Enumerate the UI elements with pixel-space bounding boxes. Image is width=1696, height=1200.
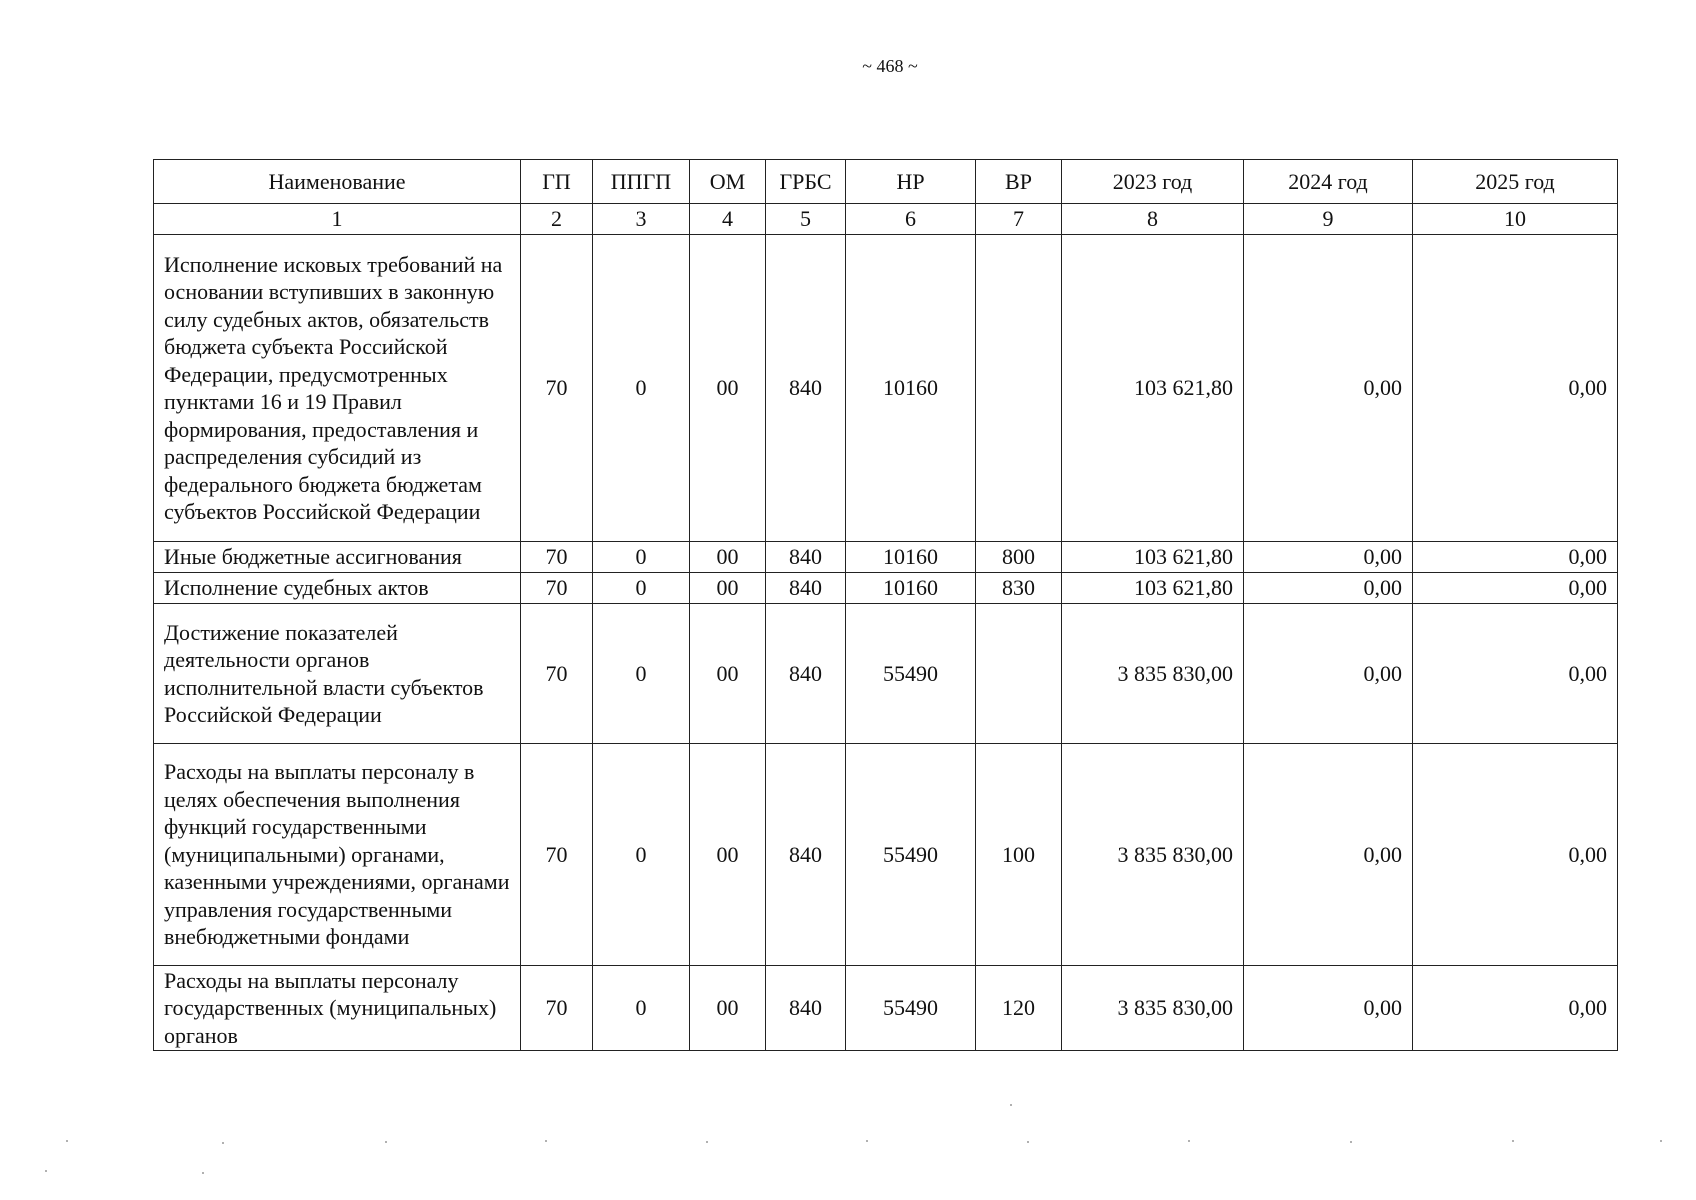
cell-vr [976,604,1062,744]
cell-grbs: 840 [766,604,846,744]
cell-nr: 10160 [846,542,976,573]
cell-ppgp: 0 [593,573,690,604]
column-number: 7 [976,204,1062,235]
scan-speck [1010,1104,1012,1106]
scan-speck [545,1140,547,1142]
column-number: 1 [154,204,521,235]
row-name: Расходы на выплаты персоналу в целях обеспечения выполнения функций государственными (муниципальными) органами, казенными учреждениями, органами управления государственными внебюджетными фондами [154,744,521,966]
cell-2025: 0,00 [1413,573,1618,604]
scan-speck [45,1170,47,1172]
cell-gp: 70 [521,966,593,1051]
row-name: Расходы на выплаты персоналу государственных (муниципальных) органов [154,966,521,1051]
cell-om: 00 [690,573,766,604]
cell-vr [976,235,1062,542]
column-header-vr: ВР [976,160,1062,204]
cell-om: 00 [690,966,766,1051]
scan-speck [202,1172,204,1174]
cell-2024: 0,00 [1244,604,1413,744]
cell-nr: 10160 [846,573,976,604]
cell-ppgp: 0 [593,744,690,966]
cell-om: 00 [690,604,766,744]
column-header-2023: 2023 год [1062,160,1244,204]
scan-speck [1512,1140,1514,1142]
cell-nr: 10160 [846,235,976,542]
column-number: 5 [766,204,846,235]
cell-om: 00 [690,744,766,966]
cell-2025: 0,00 [1413,744,1618,966]
cell-vr: 830 [976,573,1062,604]
scan-speck [866,1140,868,1142]
cell-grbs: 840 [766,744,846,966]
cell-nr: 55490 [846,966,976,1051]
scan-speck [706,1141,708,1143]
cell-ppgp: 0 [593,235,690,542]
cell-grbs: 840 [766,235,846,542]
table-row [154,744,1618,966]
scan-speck [1350,1141,1352,1143]
budget-table [153,159,1618,1051]
cell-nr: 55490 [846,744,976,966]
column-header-om: ОМ [690,160,766,204]
row-name: Иные бюджетные ассигнования [154,542,521,573]
cell-2025: 0,00 [1413,542,1618,573]
header-row [154,160,1618,204]
cell-grbs: 840 [766,966,846,1051]
column-number: 8 [1062,204,1244,235]
cell-2025: 0,00 [1413,966,1618,1051]
cell-2024: 0,00 [1244,966,1413,1051]
cell-ppgp: 0 [593,542,690,573]
cell-2023: 103 621,80 [1062,573,1244,604]
cell-2024: 0,00 [1244,235,1413,542]
cell-2023: 3 835 830,00 [1062,744,1244,966]
scan-speck [222,1142,224,1144]
scan-speck [66,1140,68,1142]
cell-vr: 800 [976,542,1062,573]
table-row [154,573,1618,604]
cell-nr: 55490 [846,604,976,744]
cell-2023: 3 835 830,00 [1062,966,1244,1051]
column-number: 2 [521,204,593,235]
cell-2024: 0,00 [1244,744,1413,966]
row-name: Достижение показателей деятельности органов исполнительной власти субъектов Российской Федерации [154,604,521,744]
cell-gp: 70 [521,542,593,573]
table-row [154,604,1618,744]
cell-gp: 70 [521,744,593,966]
cell-2023: 3 835 830,00 [1062,604,1244,744]
column-header-nr: НР [846,160,976,204]
column-number: 3 [593,204,690,235]
table-row [154,966,1618,1051]
cell-vr: 100 [976,744,1062,966]
cell-gp: 70 [521,573,593,604]
cell-2025: 0,00 [1413,235,1618,542]
column-number-row [154,204,1618,235]
column-header-ppgp: ППГП [593,160,690,204]
row-name: Исполнение исковых требований на основании вступивших в законную силу судебных актов, обязательств бюджета субъекта Российской Федерации, предусмотренных пунктами 16 и 19 Правил формирования, предоставления и распределения субсидий из федерального бюджета бюджетам субъектов Российской Федерации [154,235,521,542]
column-number: 6 [846,204,976,235]
cell-grbs: 840 [766,573,846,604]
column-header-grbs: ГРБС [766,160,846,204]
cell-vr: 120 [976,966,1062,1051]
page-number: ~ 468 ~ [862,56,918,76]
cell-2024: 0,00 [1244,573,1413,604]
cell-2025: 0,00 [1413,604,1618,744]
scan-speck [1027,1141,1029,1143]
cell-2023: 103 621,80 [1062,235,1244,542]
cell-om: 00 [690,542,766,573]
scan-speck [1660,1140,1662,1142]
cell-grbs: 840 [766,542,846,573]
column-header-name: Наименование [154,160,521,204]
column-number: 4 [690,204,766,235]
table-row [154,235,1618,542]
column-header-gp: ГП [521,160,593,204]
scan-speck [1188,1140,1190,1142]
cell-2023: 103 621,80 [1062,542,1244,573]
cell-gp: 70 [521,235,593,542]
cell-2024: 0,00 [1244,542,1413,573]
table-row [154,542,1618,573]
cell-ppgp: 0 [593,604,690,744]
cell-ppgp: 0 [593,966,690,1051]
column-header-2025: 2025 год [1413,160,1618,204]
column-header-2024: 2024 год [1244,160,1413,204]
scan-speck [385,1141,387,1143]
cell-om: 00 [690,235,766,542]
column-number: 9 [1244,204,1413,235]
row-name: Исполнение судебных актов [154,573,521,604]
column-number: 10 [1413,204,1618,235]
cell-gp: 70 [521,604,593,744]
